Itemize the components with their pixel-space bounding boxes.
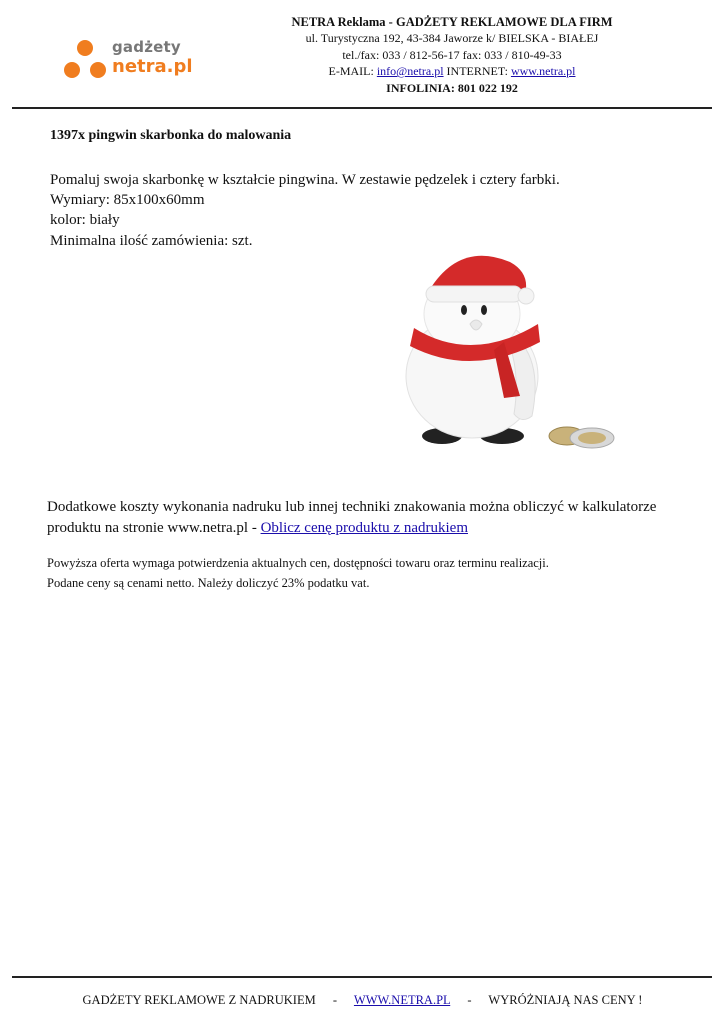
product-title: 1397x pingwin skarbonka do malowania — [50, 128, 292, 143]
extra-costs-text — [47, 497, 707, 539]
infolinia: INFOLINIA: 801 022 192 — [386, 80, 518, 95]
extra-costs-description: Dodatkowe koszty wykonania nadruku lub innej techniki znakowania można obliczyć w kalkulatorze produktu na stronie www.netra.pl - — [47, 499, 657, 536]
company-contact — [272, 63, 632, 79]
price-calculator-link[interactable]: Oblicz cenę produktu z nadrukiem — [260, 520, 468, 536]
product-dimensions: Wymiary: 85x100x60mm — [50, 192, 205, 208]
footer-divider — [12, 976, 712, 978]
offer-notes — [47, 553, 707, 593]
note-line-2: Podane ceny są cenami netto. Należy doliczyć 23% podatku vat. — [47, 576, 370, 590]
netra-logo[interactable] — [62, 38, 192, 82]
footer-right-text: WYRÓŻNIAJĄ NAS CENY ! — [488, 993, 643, 1007]
product-description: Pomaluj swoja skarbonkę w kształcie pingwina. W zestawie pędzelek i cztery farbki. — [50, 172, 560, 188]
internet-label: INTERNET: — [446, 64, 508, 79]
email-label: E-MAIL: — [328, 64, 374, 79]
product-description-block — [50, 170, 560, 230]
header-divider — [12, 107, 712, 109]
logo-text-netra: netra.pl — [112, 56, 193, 77]
website-link[interactable]: www.netra.pl — [510, 64, 576, 79]
logo-text-gadzety: gadżety — [112, 38, 181, 56]
company-phones: tel./fax: 033 / 812-56-17 fax: 033 / 810-49-33 — [342, 47, 562, 62]
company-name: NETRA Reklama - GADŻETY REKLAMOWE DLA FIRM — [291, 15, 613, 29]
logo-mark-icon — [62, 38, 108, 82]
product-color: kolor: biały — [50, 212, 120, 228]
company-info — [272, 14, 632, 96]
min-order: Minimalna ilość zamówienia: szt. — [50, 233, 253, 249]
company-address: ul. Turystyczna 192, 43-384 Jaworze k/ BIELSKA - BIAŁEJ — [305, 31, 599, 46]
footer-website-link[interactable]: WWW.NETRA.PL — [353, 993, 451, 1007]
footer-left-text: GADŻETY REKLAMOWE Z NADRUKIEM — [82, 993, 316, 1007]
note-line-1: Powyższa oferta wymaga potwierdzenia aktualnych cen, dostępności towaru oraz terminu realizacji. — [47, 556, 549, 570]
footer — [0, 993, 725, 1008]
footer-separator-2: - — [467, 993, 472, 1007]
product-image — [392, 246, 622, 456]
email-link[interactable]: info@netra.pl — [376, 64, 444, 79]
footer-separator-1: - — [332, 993, 338, 1007]
